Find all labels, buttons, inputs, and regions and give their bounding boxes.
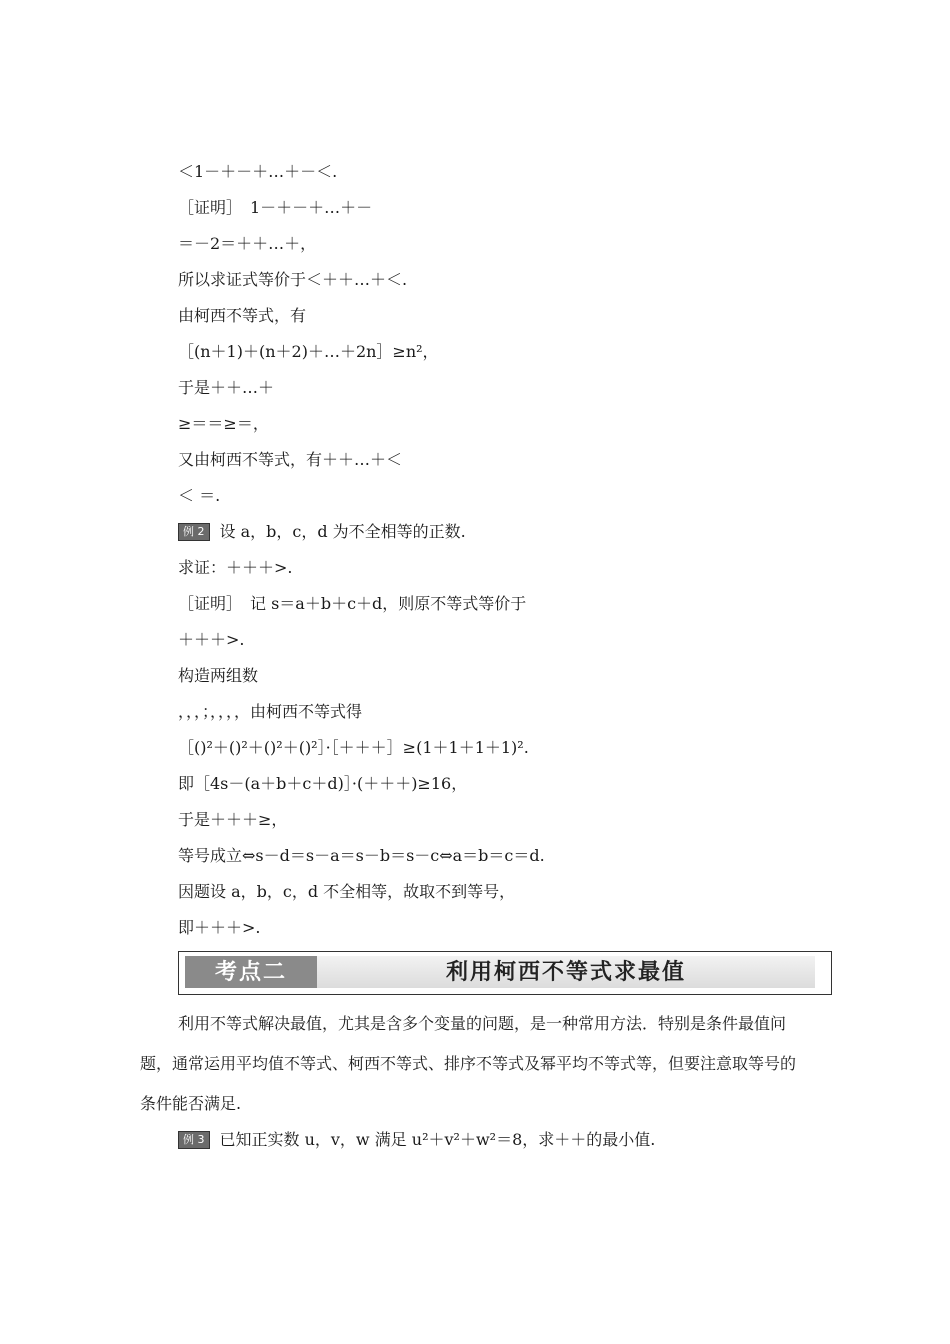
- proof-line: ＋＋＋>.: [178, 630, 245, 649]
- proof-line: ［证明］ 记 s＝a＋b＋c＋d，则原不等式等价于: [178, 594, 527, 613]
- example-3-line: [178, 1129, 655, 1151]
- proof-line: ＜1－＋－＋…＋－＜.: [178, 162, 338, 181]
- banner-background: [185, 956, 815, 988]
- proof-line: 于是＋＋＋≥，: [178, 810, 288, 829]
- banner-title: 利用柯西不等式求最值: [445, 960, 686, 985]
- example-2-statement: 设 a，b，c，d 为不全相等的正数.: [219, 522, 466, 541]
- proof-line: 即＋＋＋>.: [178, 918, 261, 937]
- proof-line: ［(n＋1)＋(n＋2)＋…＋2n］≥n²，: [178, 342, 439, 361]
- proof-line: 又由柯西不等式，有＋＋…＋＜: [178, 450, 403, 469]
- example-3-tag: 例 3: [178, 1131, 210, 1149]
- proof-line: 由柯西不等式，有: [178, 306, 307, 325]
- proof-line: ＜ ＝.: [178, 486, 221, 505]
- proof-line: 即［4s－(a＋b＋c＋d)］·(＋＋＋)≥16，: [178, 774, 468, 793]
- proof-line: 求证：＋＋＋>.: [178, 558, 293, 577]
- proof-line: ≥＝＝≥＝，: [178, 414, 269, 433]
- example-2-tag: 例 2: [178, 523, 210, 541]
- proof-line: 构造两组数: [178, 666, 259, 685]
- proof-line: 于是＋＋…＋: [178, 378, 275, 397]
- proof-line: 等号成立⇔s－d＝s－a＝s－b＝s－c⇔a＝b＝c＝d.: [178, 846, 545, 865]
- proof-line: ＝－2＝＋＋…＋，: [178, 234, 317, 253]
- proof-line: 所以求证式等价于＜＋＋…＋＜.: [178, 270, 408, 289]
- proof-line: ［()²＋()²＋()²＋()²］·［＋＋＋］≥(1＋1＋1＋1)².: [178, 738, 529, 757]
- proof-line: 因题设 a，b，c，d 不全相等，故取不到等号，: [178, 882, 516, 901]
- intro-paragraph: 利用不等式解决最值，尤其是含多个变量的问题，是一种常用方法．特别是条件最值问题，通常运用平均值不等式、柯西不等式、排序不等式及幂平均不等式等，但要注意取等号的条件能否满足.: [140, 1014, 797, 1113]
- example-2-line: [178, 521, 466, 543]
- section-banner: [178, 951, 832, 995]
- banner-label: 考点二: [185, 956, 317, 988]
- proof-line: ［证明］ 1－＋－＋…＋－: [178, 198, 373, 217]
- example-3-statement: 已知正实数 u，v，w 满足 u²＋v²＋w²＝8，求＋＋的最小值.: [219, 1130, 656, 1149]
- proof-line: ，，，；，，，，由柯西不等式得: [178, 702, 363, 721]
